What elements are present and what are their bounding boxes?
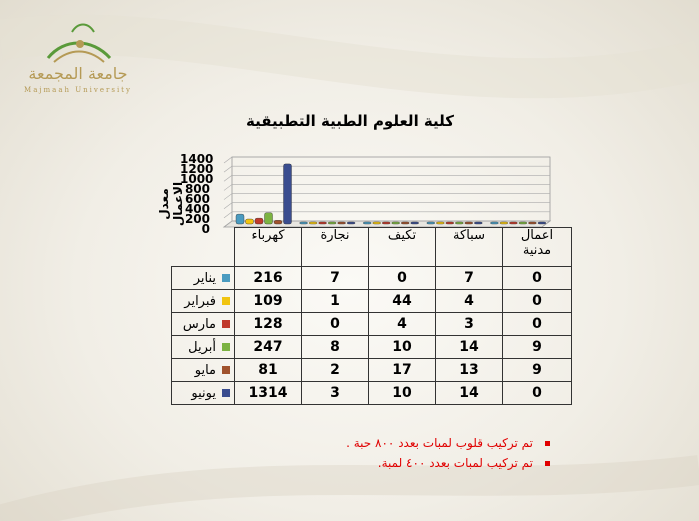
series-label xyxy=(172,336,235,359)
table-cell: 247 xyxy=(235,336,302,359)
table-cell: 0 xyxy=(503,313,572,336)
table-cell: 0 xyxy=(369,267,436,290)
table-cell: 7 xyxy=(302,267,369,290)
series-label xyxy=(172,313,235,336)
series-name: مايو xyxy=(194,362,216,378)
y-tick-label: 1200 xyxy=(180,162,214,176)
series-name: مارس xyxy=(182,316,216,332)
series-label xyxy=(172,290,235,313)
y-tick-label: 800 xyxy=(184,182,210,196)
category-header: نجارة xyxy=(302,228,369,267)
table-row xyxy=(172,290,572,313)
series-name: يناير xyxy=(193,270,216,286)
legend-swatch-icon xyxy=(222,366,230,374)
category-header: اعمال مدنية xyxy=(503,228,572,267)
legend-swatch-icon xyxy=(222,274,230,282)
series-label xyxy=(172,359,235,382)
series-name: فبراير xyxy=(184,293,216,309)
table-cell: 9 xyxy=(503,359,572,382)
table-cell: 1 xyxy=(302,290,369,313)
note-item: تم تركيب لمبات بعدد ٤٠٠ لمبة. xyxy=(300,456,550,470)
table-cell: 81 xyxy=(235,359,302,382)
table-cell: 4 xyxy=(436,290,503,313)
chart-y-axis-label: معدل الاعمال xyxy=(157,181,185,227)
table-cell: 7 xyxy=(436,267,503,290)
series-label xyxy=(172,267,235,290)
table-cell: 17 xyxy=(369,359,436,382)
table-cell: 2 xyxy=(302,359,369,382)
table-row xyxy=(172,313,572,336)
logo-english-text: Majmaah University xyxy=(24,86,132,94)
chart-data-table xyxy=(171,227,572,405)
y-tick-label: 200 xyxy=(184,212,210,226)
table-cell: 3 xyxy=(302,382,369,405)
table-cell: 10 xyxy=(369,382,436,405)
notes-list xyxy=(300,436,550,476)
table-cell: 128 xyxy=(235,313,302,336)
y-tick-label: 600 xyxy=(184,192,210,206)
y-tick-label: 1400 xyxy=(180,152,214,166)
table-cell: 216 xyxy=(235,267,302,290)
category-header: تكيف xyxy=(369,228,436,267)
bullet-icon xyxy=(545,441,550,446)
table-row xyxy=(172,382,572,405)
table-cell: 10 xyxy=(369,336,436,359)
table-cell: 44 xyxy=(369,290,436,313)
table-cell: 0 xyxy=(503,290,572,313)
series-label xyxy=(172,382,235,405)
page-title: كلية العلوم الطبية التطبيقية xyxy=(246,112,454,130)
table-row xyxy=(172,267,572,290)
y-tick-label: 1000 xyxy=(180,172,214,186)
category-header: سباكة xyxy=(436,228,503,267)
table-cell: 9 xyxy=(503,336,572,359)
y-tick-label: 400 xyxy=(184,202,210,216)
table-cell: 0 xyxy=(302,313,369,336)
legend-swatch-icon xyxy=(222,297,230,305)
table-row xyxy=(172,359,572,382)
table-cell: 1314 xyxy=(235,382,302,405)
logo-arabic-text: جامعة المجمعة xyxy=(28,64,128,83)
table-cell: 14 xyxy=(436,382,503,405)
table-cell: 0 xyxy=(503,382,572,405)
table-cell: 13 xyxy=(436,359,503,382)
legend-swatch-icon xyxy=(222,320,230,328)
table-cell: 3 xyxy=(436,313,503,336)
legend-swatch-icon xyxy=(222,389,230,397)
table-cell: 14 xyxy=(436,336,503,359)
bullet-icon xyxy=(545,461,550,466)
y-tick-label: 0 xyxy=(201,222,210,236)
table-cell: 109 xyxy=(235,290,302,313)
note-item: تم تركيب قلوب لمبات بعدد ٨٠٠ حبة . xyxy=(300,436,550,450)
legend-swatch-icon xyxy=(222,343,230,351)
series-name: يونيو xyxy=(191,385,216,401)
table-cell: 4 xyxy=(369,313,436,336)
table-cell: 0 xyxy=(503,267,572,290)
table-cell: 8 xyxy=(302,336,369,359)
series-name: أبريل xyxy=(188,339,216,355)
category-header: كهرباء xyxy=(235,228,302,267)
table-row xyxy=(172,336,572,359)
